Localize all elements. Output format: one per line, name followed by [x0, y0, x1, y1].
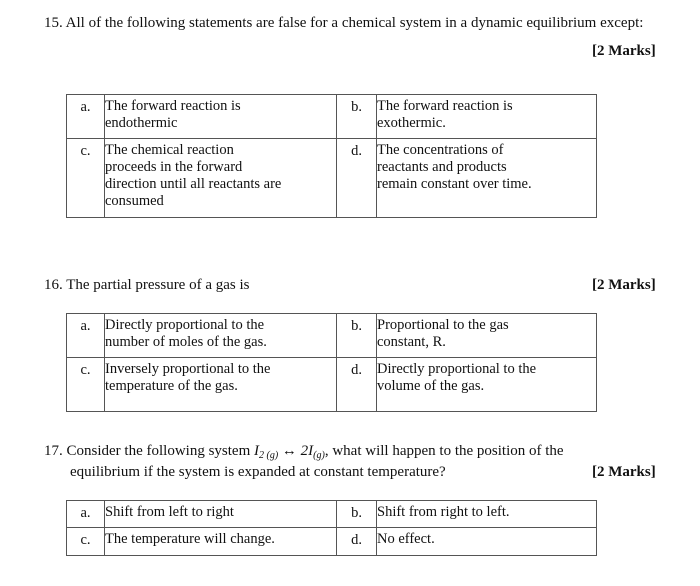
q16-option-b-line2: constant, R.	[377, 334, 446, 350]
q17-option-c-letter: c.	[67, 528, 105, 556]
q16-row-2	[67, 358, 597, 412]
q15-stem: 15. All of the following statements are false for a chemical system in a dynamic equilibrium except:	[44, 15, 644, 31]
q15-row-1	[67, 95, 597, 139]
q15-option-b-line1: The forward reaction is	[377, 98, 513, 114]
q17-row-2	[67, 528, 597, 556]
q15-option-b-line2: exothermic.	[377, 115, 446, 131]
q15-option-c-line2: proceeds in the forward	[105, 159, 243, 175]
q17-stem-line1	[44, 442, 564, 465]
q17-option-d: No effect.	[377, 528, 597, 556]
q16-option-c	[105, 358, 337, 412]
q15-option-d-letter: d.	[337, 139, 377, 218]
q17-options-table	[66, 500, 597, 556]
q15-option-a-letter: a.	[67, 95, 105, 139]
q16-marks: [2 Marks]	[592, 277, 656, 293]
q17-option-d-letter: d.	[337, 528, 377, 556]
q17-option-a: Shift from left to right	[105, 501, 337, 528]
q16-option-d	[377, 358, 597, 412]
q15-option-d-line3: remain constant over time.	[377, 176, 532, 192]
equilibrium-arrow-icon: ↔	[281, 443, 297, 459]
q17-stem-start: 17. Consider the following system	[44, 443, 251, 459]
q17-option-a-letter: a.	[67, 501, 105, 528]
q15-option-a-line2: endothermic	[105, 115, 178, 131]
q16-option-d-line2: volume of the gas.	[377, 378, 485, 394]
q15-row-2	[67, 139, 597, 218]
q17-eq-left: I	[254, 443, 259, 459]
q16-row-1	[67, 314, 597, 358]
q16-option-a	[105, 314, 337, 358]
q16-option-d-line1: Directly proportional to the	[377, 361, 537, 377]
q16-option-a-line1: Directly proportional to the	[105, 317, 265, 333]
q15-option-a-line1: The forward reaction is	[105, 98, 241, 114]
q17-eq-left-sub: 2 (g)	[259, 450, 279, 461]
q15-option-c	[105, 139, 337, 218]
q16-option-b	[377, 314, 597, 358]
q16-option-c-line1: Inversely proportional to the	[105, 361, 271, 377]
q15-options-table	[66, 94, 597, 218]
q15-option-d	[377, 139, 597, 218]
q17-eq-right-sub: (g)	[313, 450, 325, 461]
q16-options-table	[66, 313, 597, 412]
q15-option-b	[377, 95, 597, 139]
q17-eq-right: 2I	[300, 443, 314, 459]
q16-option-a-line2: number of moles of the gas.	[105, 334, 267, 350]
q16-stem: 16. The partial pressure of a gas is	[44, 277, 250, 293]
q15-option-d-line1: The concentrations of	[377, 142, 504, 158]
q17-equation	[254, 443, 325, 459]
q16-option-c-letter: c.	[67, 358, 105, 412]
q16-option-b-line1: Proportional to the gas	[377, 317, 509, 333]
q15-option-c-line1: The chemical reaction	[105, 142, 234, 158]
q15-option-c-line4: consumed	[105, 193, 164, 209]
q17-marks: [2 Marks]	[592, 464, 656, 480]
q16-option-b-letter: b.	[337, 314, 377, 358]
q16-option-a-letter: a.	[67, 314, 105, 358]
q15-option-d-line2: reactants and products	[377, 159, 507, 175]
q15-option-a	[105, 95, 337, 139]
q16-option-c-line2: temperature of the gas.	[105, 378, 238, 394]
q17-stem-line2: equilibrium if the system is expanded at constant temperature?	[70, 464, 446, 480]
q15-option-c-line3: direction until all reactants are	[105, 176, 282, 192]
q15-option-b-letter: b.	[337, 95, 377, 139]
q15-marks: [2 Marks]	[592, 43, 656, 59]
q16-option-d-letter: d.	[337, 358, 377, 412]
q17-option-c: The temperature will change.	[105, 528, 337, 556]
q17-row-1	[67, 501, 597, 528]
q17-stem-end: , what will happen to the position of the	[324, 443, 564, 459]
q15-option-c-letter: c.	[67, 139, 105, 218]
q17-option-b-letter: b.	[337, 501, 377, 528]
q17-option-b: Shift from right to left.	[377, 501, 597, 528]
